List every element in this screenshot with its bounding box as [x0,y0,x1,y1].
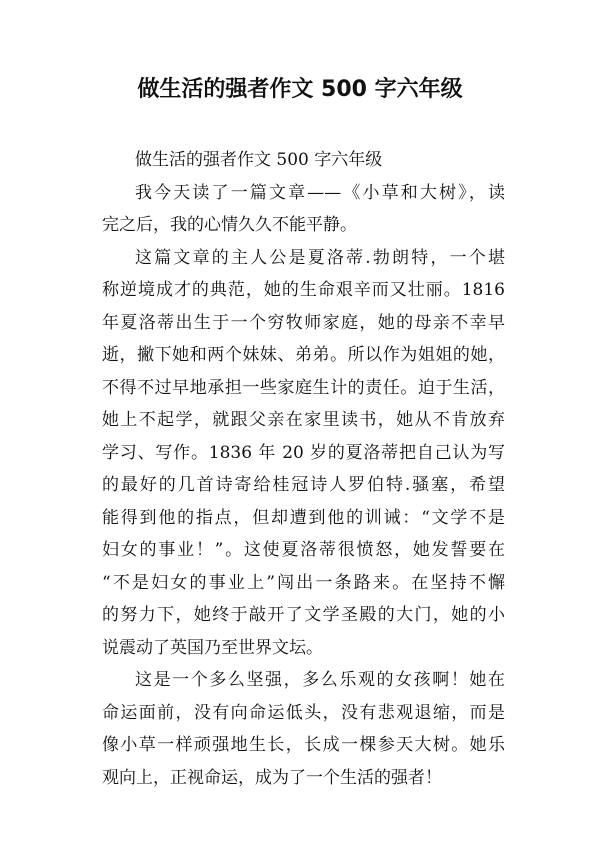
body-line: “不是妇女的事业上”闯出一条路来。在坚持不懈 [102,572,505,593]
body-line: 年夏洛蒂出生于一个穷牧师家庭，她的母亲不幸早 [102,312,505,333]
body-line: 她上不起学，就跟父亲在家里读书，她从不肯放弃 [102,410,505,430]
body-line: 逝，撇下她和两个妹妹、弟弟。所以作为姐姐的她， [102,345,505,365]
body-line: 学习、写作。1836 年 20 岁的夏洛蒂把自己认为写 [102,442,505,463]
body-line: 像小草一样顽强地生长，长成一棵参天大树。她乐 [102,735,505,755]
body-line: 完之后，我的心情久久不能平静。 [102,215,357,235]
document-body [102,144,505,794]
body-line: 命运面前，没有向命运低头，没有悲观退缩，而是 [102,702,505,723]
body-line: 能得到他的指点，但却遭到他的训诫：“文学不是 [102,507,505,528]
body-line: 的最好的几首诗寄给桂冠诗人罗伯特.骚塞，希望 [102,475,505,495]
document-title: 做生活的强者作文 500 字六年级 [137,77,463,102]
body-line: 不得不过早地承担一些家庭生计的责任。迫于生活， [102,377,505,398]
body-line: 我今天读了一篇文章——《小草和大树》，读 [135,182,505,203]
body-line: 这篇文章的主人公是夏洛蒂.勃朗特，一个堪 [135,247,505,268]
body-line: 这是一个多么坚强，多么乐观的女孩啊！她在 [135,670,505,690]
body-line: 做生活的强者作文 500 字六年级 [135,150,383,170]
body-line: 说震动了英国乃至世界文坛。 [102,637,323,658]
body-line: 的努力下，她终于敲开了文学圣殿的大门，她的小 [102,605,505,625]
body-line: 妇女的事业！”。这使夏洛蒂很愤怒，她发誓要在 [102,540,505,560]
body-line: 称逆境成才的典范，她的生命艰辛而又壮丽。1816 [102,280,505,300]
body-line: 观向上，正视命运，成为了一个生活的强者！ [102,767,442,788]
